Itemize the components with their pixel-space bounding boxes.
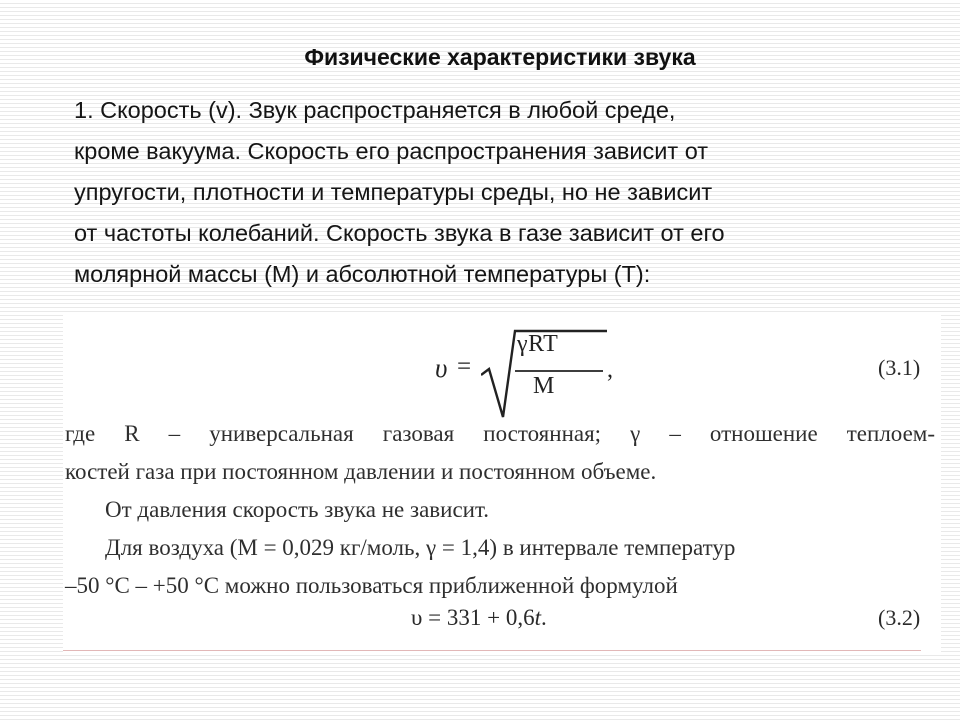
scan-text-line: где R – универсальная газовая постоянная; γ – отношение теплоем- (65, 421, 935, 446)
scan-bottom-rule (63, 650, 921, 651)
formula-sound-speed (435, 327, 655, 417)
formula-2-trailing-period: . (540, 605, 547, 630)
formula-trailing-comma: , (607, 357, 613, 383)
fraction-numerator: γRT (517, 331, 559, 357)
formula-velocity-symbol: υ (435, 353, 448, 383)
scan-text-block (65, 415, 935, 605)
equation-number-3-1: (3.1) (878, 355, 921, 380)
fraction-denominator: M (533, 373, 555, 399)
intro-line: упругости, плотности и температуры среды, но не зависит (74, 179, 713, 205)
scan-text-line: Для воздуха (M = 0,029 кг/моль, γ = 1,4) в интервале температур (105, 535, 736, 560)
intro-line: от частоты колебаний. Скорость звука в газе зависит от его (74, 220, 725, 246)
scanned-textbook-excerpt (63, 313, 941, 653)
formula-2-expression: υ = 331 + 0,6 (411, 605, 535, 630)
formula-approximate-speed (411, 605, 547, 631)
intro-line: кроме вакуума. Скорость его распространения зависит от (74, 138, 709, 164)
scan-text-line: От давления скорость звука не зависит. (105, 497, 490, 522)
intro-line: молярной массы (M) и абсолютной температуры (T): (74, 261, 651, 287)
slide-title: Физические характеристики звука (304, 44, 696, 70)
intro-paragraph (74, 90, 934, 295)
scan-text-line: –50 °С – +50 °С можно пользоваться приближенной формулой (65, 573, 678, 598)
formula-2-temperature-variable: t (534, 605, 541, 630)
intro-line: 1. Скорость (v). Звук распространяется в любой среде, (74, 97, 676, 123)
equation-number-3-2: (3.2) (878, 605, 921, 630)
scan-text-line: костей газа при постоянном давлении и постоянном объеме. (65, 459, 657, 484)
formula-equals-sign: = (457, 353, 472, 380)
